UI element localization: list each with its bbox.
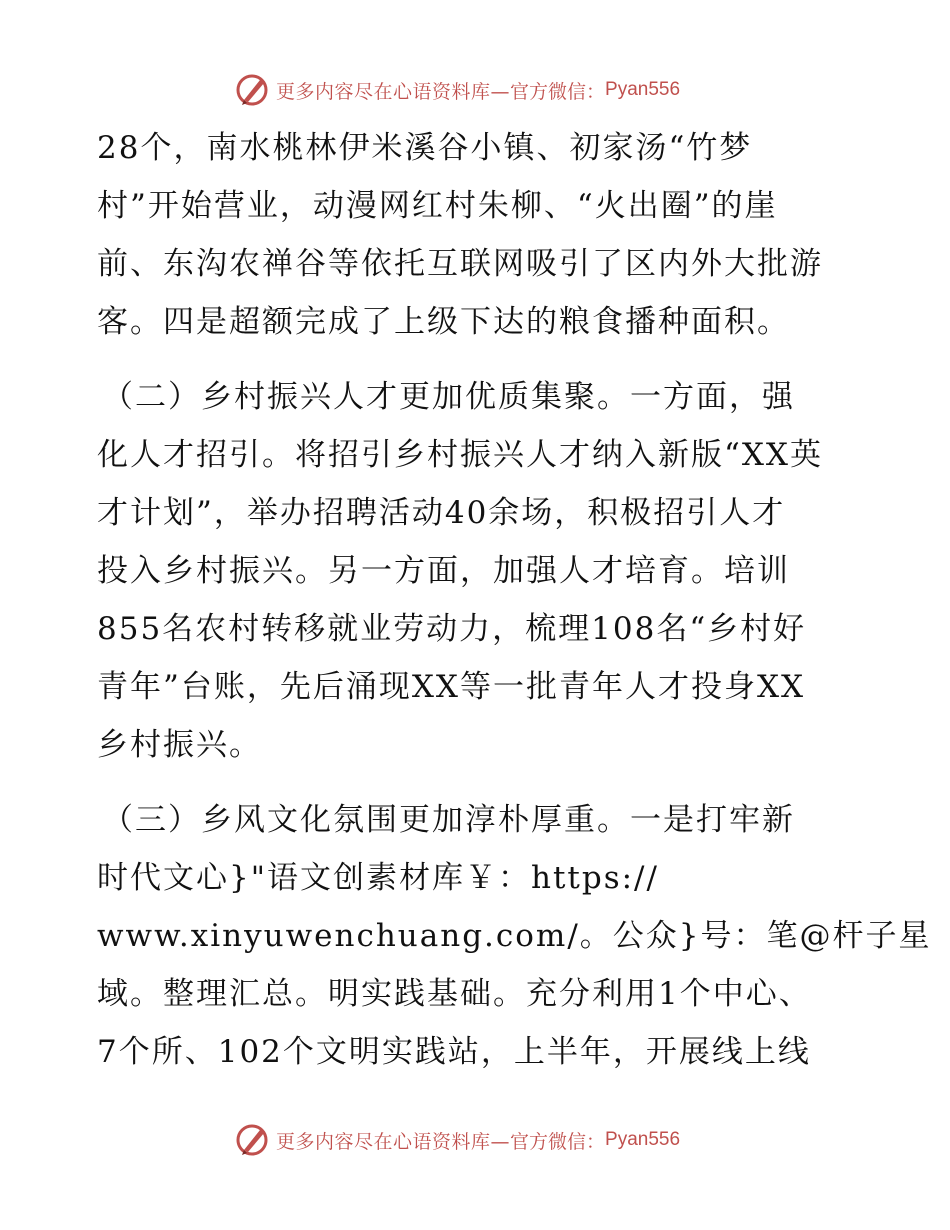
body-line: 投入乡村振兴。另一方面，加强人才培育。培训: [97, 553, 790, 589]
body-line: 前、东沟农禅谷等依托互联网吸引了区内外大批游: [97, 246, 823, 282]
body-line: 7个所、102个文明实践站，上半年，开展线上线: [97, 1034, 811, 1070]
body-line: 855名农村转移就业劳动力，梳理108名“乡村好: [97, 611, 807, 647]
banner-wechat-id: Pyan556: [605, 79, 681, 100]
pen-logo-icon: [234, 1122, 270, 1158]
body-line: （二）乡村振兴人才更加优质集聚。一方面，强: [102, 379, 795, 415]
banner-wechat-label: 官方微信：: [510, 1130, 606, 1153]
pen-logo-icon: [234, 72, 270, 108]
banner-wechat-id: Pyan556: [605, 1129, 681, 1150]
body-line: 青年”台账，先后涌现XX等一批青年人才投身XX: [97, 669, 806, 705]
body-line: 化人才招引。将招引乡村振兴人才纳入新版“XX英: [97, 437, 823, 473]
body-line: 客。四是超额完成了上级下达的粮食播种面积。: [97, 304, 790, 340]
header-banner: [234, 70, 734, 110]
banner-text: 更多内容尽在心语资料库—: [276, 1130, 511, 1153]
footer-banner: [234, 1120, 734, 1160]
banner-text: 更多内容尽在心语资料库—: [276, 80, 511, 103]
banner-wechat-label: 官方微信：: [510, 80, 606, 103]
body-line: （三）乡风文化氛围更加淳朴厚重。一是打牢新: [102, 802, 795, 838]
body-line: 时代文心}"语文创素材库￥：https://: [97, 860, 659, 896]
body-line: www.xinyuwenchuang.com/。公众}号：笔@杆子星: [97, 918, 932, 954]
body-line: 乡村振兴。: [97, 727, 262, 763]
body-line: 28个，南水桃林伊米溪谷小镇、初家汤“竹梦: [97, 130, 753, 166]
body-line: 村”开始营业，动漫网红村朱柳、“火出圈”的崖: [97, 188, 778, 224]
body-line: 域。整理汇总。明实践基础。充分利用1个中心、: [97, 976, 812, 1012]
body-line: 才计划”，举办招聘活动40余场，积极招引人才: [97, 495, 786, 531]
